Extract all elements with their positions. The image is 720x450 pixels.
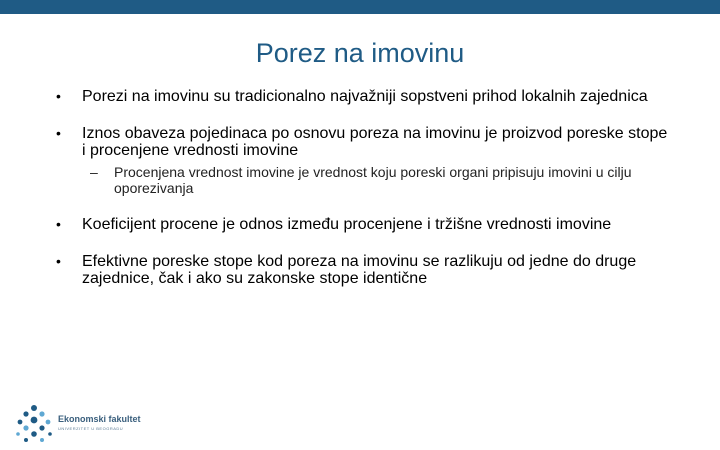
bullet-text: Efektivne poreske stope kod poreza na imovinu se razlikuju od jedne do druge zajednice, čak i ako su zakonske stope identične — [82, 253, 637, 287]
bullet-list — [54, 88, 674, 287]
bullet-item — [54, 125, 674, 159]
bullet-item — [54, 88, 674, 105]
bullet-text: Koeficijent procene je odnos između procenjene i tržišne vrednosti imovine — [82, 216, 612, 233]
bullet-item — [54, 216, 674, 233]
sub-bullet-text: Procenjena vrednost imovine je vrednost koju poreski organi pripisuju imovini u cilju oporezivanja — [114, 164, 632, 196]
bullet-marker: • — [56, 253, 61, 269]
faculty-logo — [14, 404, 164, 444]
slide-title: Porez na imovinu — [255, 38, 465, 68]
top-bar — [0, 0, 720, 14]
bullet-marker: • — [56, 88, 61, 104]
dot-cluster-logo-icon — [14, 404, 54, 444]
bullet-item — [54, 253, 674, 287]
bullet-text: Iznos obaveza pojedinaca po osnovu poreza na imovinu je proizvod poreske stope i procenjene vrednosti imovine — [82, 125, 668, 159]
logo-name: Ekonomski fakultet — [58, 414, 141, 424]
sub-bullet-item — [54, 164, 674, 196]
bullet-marker: • — [56, 125, 61, 141]
bullet-text: Porezi na imovinu su tradicionalno najvažniji sopstveni prihod lokalnih zajednica — [82, 88, 648, 105]
sub-bullet-marker: – — [90, 164, 98, 180]
logo-subtitle: UNIVERZITET U BEOGRADU — [58, 426, 124, 431]
bullet-marker: • — [56, 216, 61, 232]
